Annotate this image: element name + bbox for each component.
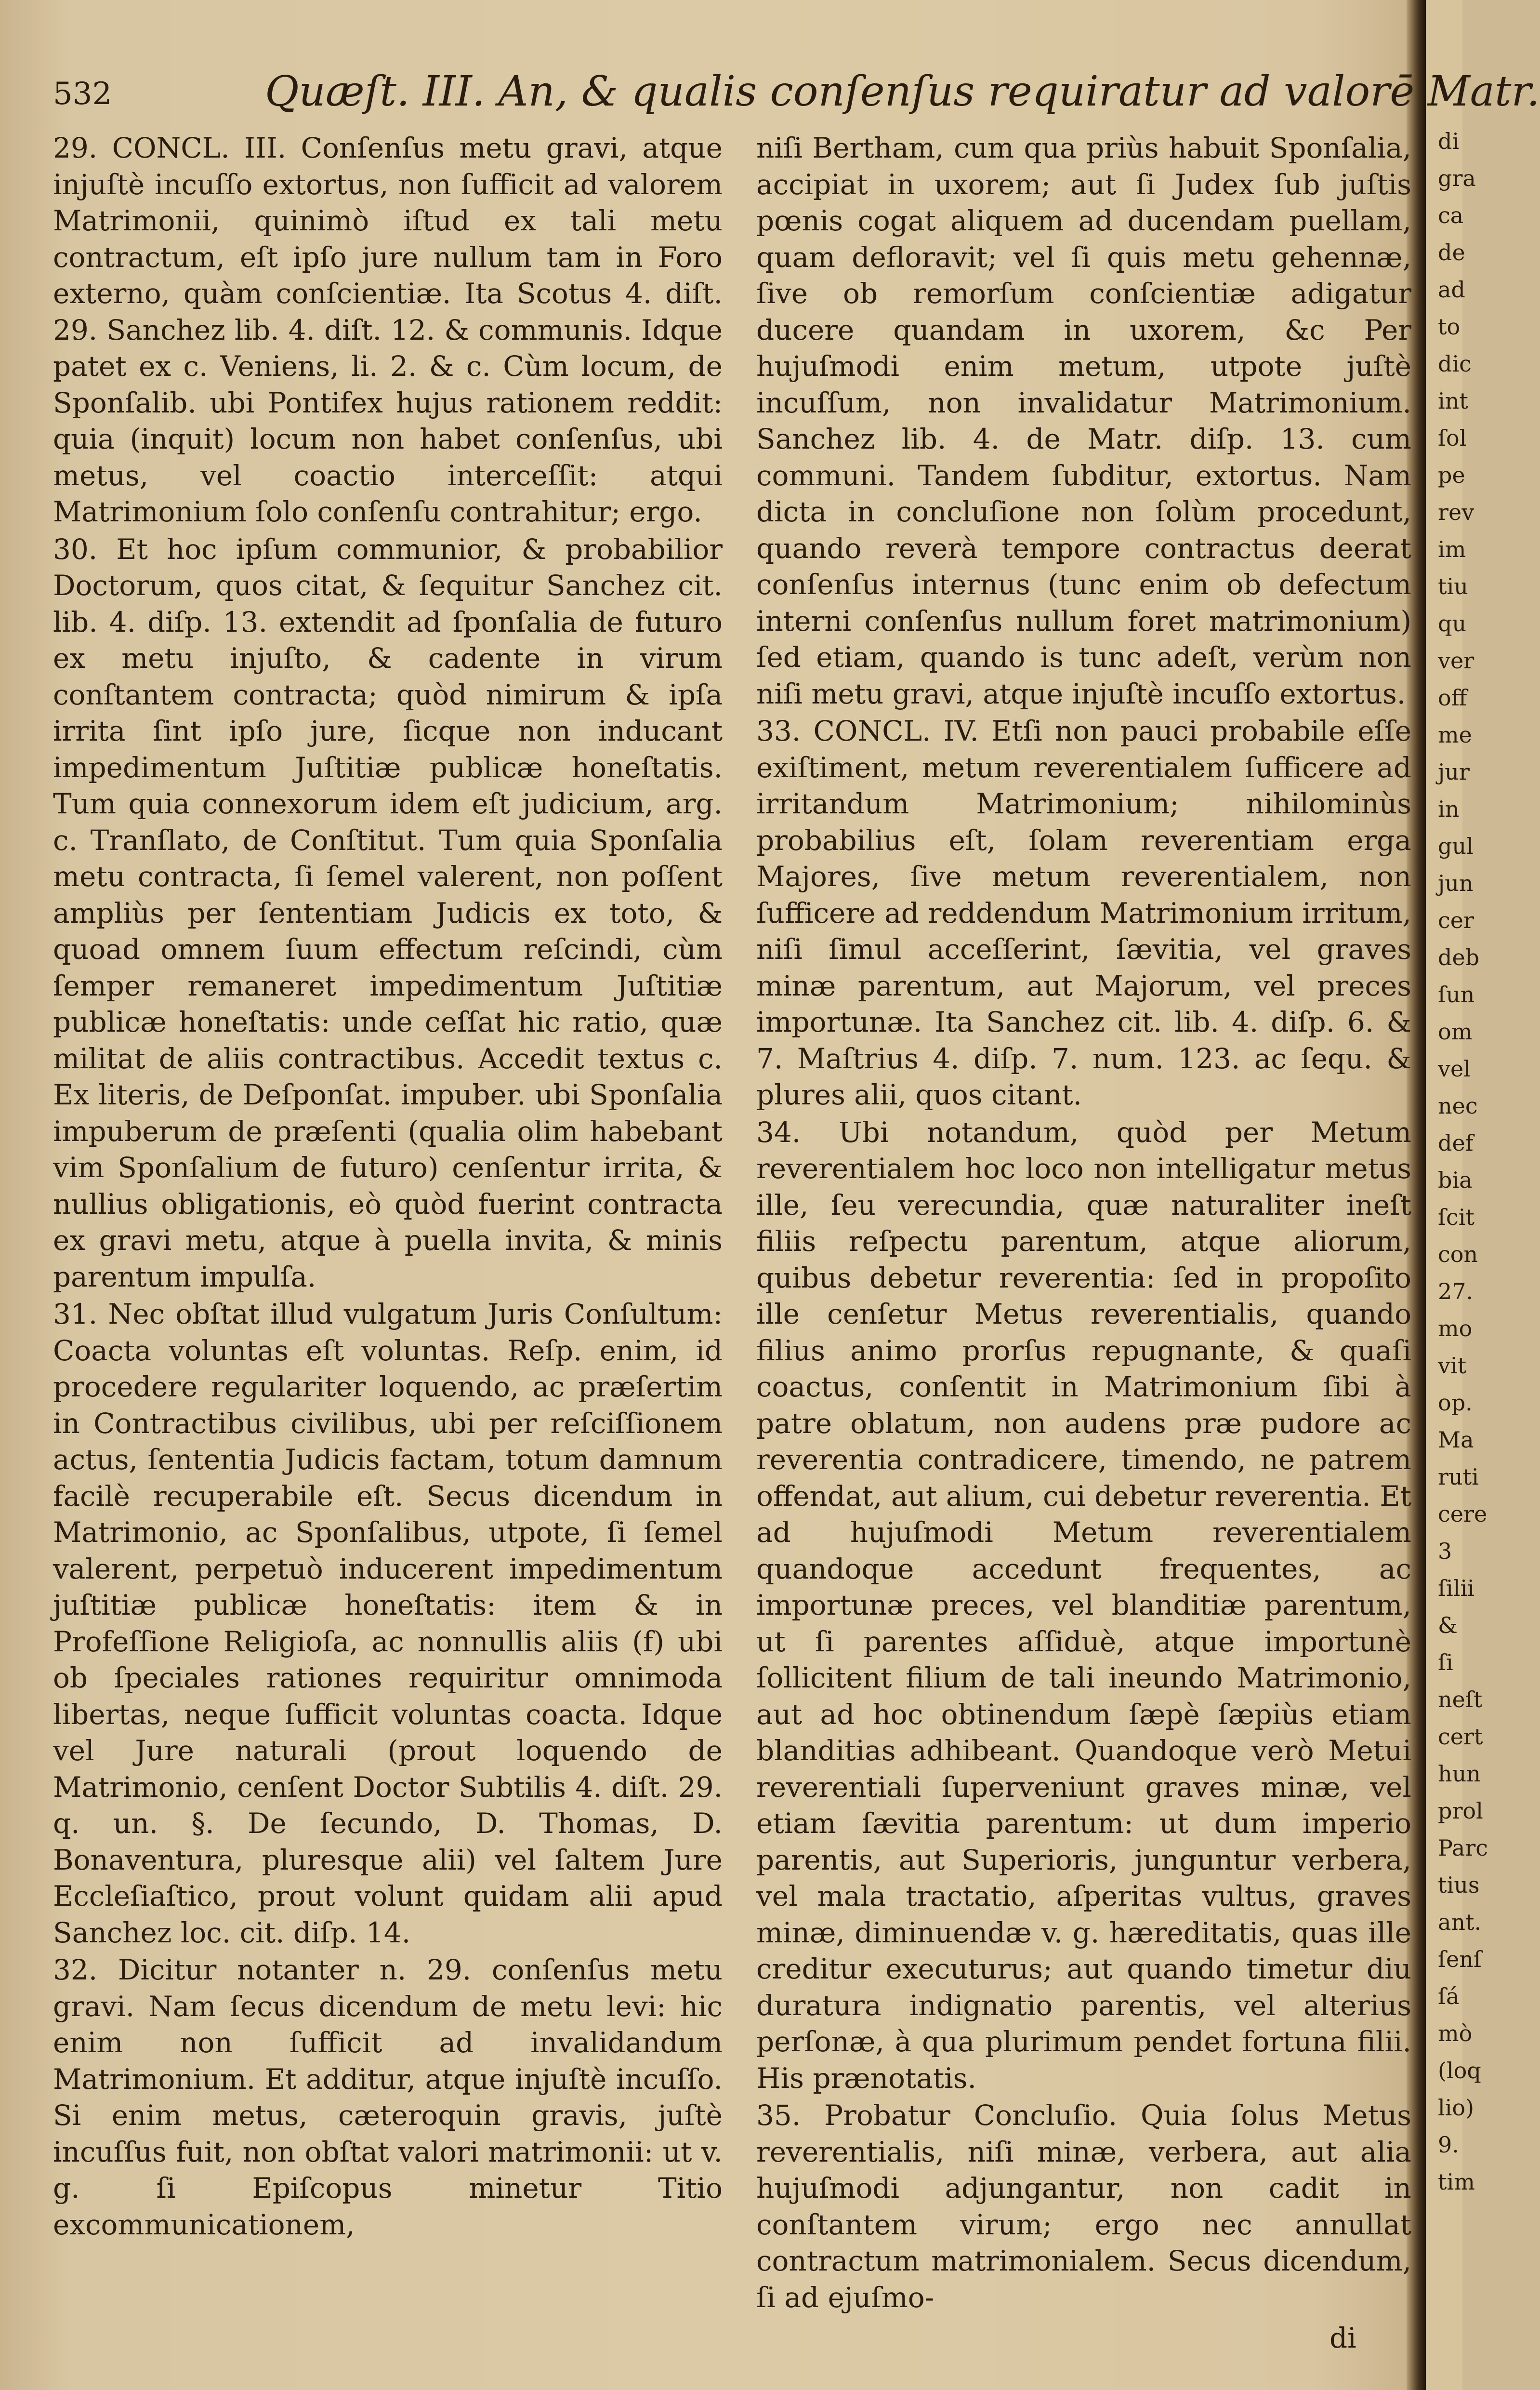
paragraph-33: 33. CONCL. IV. Etſi non pauci probabile eſſe exiſtiment, metum reverentialem ſufficere ad irritandum Matrimonium; nihilominùs probabilius eſt, ſolam reverentiam erga Majores, ſive metum reverentialem, non ſufficere ad reddendum Matrimonium irritum, niſi ſimul acceſſerint, ſævitia, vel graves minæ parentum, aut Majorum, vel preces importunæ. Ita Sanchez cit. lib. 4. diſp. 6. & 7. Maſtrius 4. diſp. 7. num. 123. ac ſequ. & plures alii, quos citant. [756, 715, 1411, 1111]
adjacent-page-fragment: off [1438, 685, 1467, 711]
adjacent-page-fragment: vel [1438, 1056, 1471, 1082]
adjacent-page-fragment: rev [1438, 499, 1474, 525]
adjacent-page-fragment: 3 [1438, 1538, 1452, 1564]
adjacent-page-fragment: cer [1438, 907, 1474, 933]
paragraph-32-continued: niſi Bertham, cum qua priùs habuit Sponſalia, accipiat in uxorem; aut ſi Judex ſub juſtis pœnis cogat aliquem ad ducendam puellam, quam defloravit; vel ſi quis metu gehennæ, ſive ob remorſum conſcientiæ adigatur ducere quandam in uxorem, &c Per hujuſmodi enim metum, utpote juſtè incuſſum, non invalidatur Matrimonium. Sanchez lib. 4. de Matr. diſp. 13. cum communi. Tandem ſubditur, extortus. Nam dicta in concluſione non ſolùm procedunt, quando reverà tempore contractus deerat conſenſus internus (tunc enim ob defectum interni conſenſus nullum foret matrimonium) ſed etiam, quando is tunc adeſt, verùm non niſi metu gravi, atque injuſtè incuſſo extortus. [756, 132, 1411, 710]
catchword: di [1329, 2322, 1356, 2354]
adjacent-page-fragment: to [1438, 314, 1461, 340]
right-column [756, 130, 1411, 2316]
adjacent-page-fragment: def [1438, 1130, 1474, 1156]
adjacent-page-fragment: hun [1438, 1761, 1481, 1787]
adjacent-page-fragment: Parc [1438, 1835, 1488, 1861]
adjacent-page-fragment: om [1438, 1019, 1473, 1045]
adjacent-page-fragment: (loq [1438, 2058, 1481, 2084]
adjacent-page-fragment: ſcit [1438, 1204, 1474, 1230]
adjacent-page-fragment: tim [1438, 2169, 1475, 2195]
adjacent-page-fragment: in [1438, 796, 1460, 822]
adjacent-page-fragment: di [1438, 128, 1460, 154]
adjacent-page-fragment: ad [1438, 277, 1465, 303]
adjacent-page-fragment: mò [1438, 2020, 1473, 2046]
adjacent-page-fragment: ver [1438, 648, 1474, 674]
adjacent-page-fragment: ant. [1438, 1909, 1482, 1935]
paragraph-34: 34. Ubi notandum, quòd per Metum reverentialem hoc loco non intelligatur metus ille, ſeu verecundia, quæ naturaliter ineſt filiis reſpectu parentum, atque aliorum, quibus debetur reverentia: ſed in propoſito ille cenſetur Metus reverentialis, quando filius animo prorſus repugnante, & quaſi coactus, conſentit in Matrimonium ſibi à patre oblatum, non audens præ pudore ac reverentia contradicere, timendo, ne patrem offendat, aut alium, cui debetur reverentia. Et ad hujuſmodi Metum reverentialem quandoque accedunt frequentes, ac importunæ preces, vel blanditiæ parentum, ut ſi parentes aſſiduè, atque importunè ſollicitent filium de tali ineundo Matrimonio, aut ad hoc obtinendum ſæpè ſæpiùs etiam blanditias adhibeant. Quandoque verò Metui reverentiali ſuperveniunt graves minæ, vel etiam ſævitia parentum: ut dum imperio parentis, aut Superioris, junguntur verbera, vel mala tractatio, aſperitas vultus, graves minæ, diminuendæ v. g. hæreditatis, quas ille creditur executurus; aut quando timetur diu duratura indignatio parentis, vel alterius perſonæ, à qua plurimum pendet fortuna filii. His prænotatis. [756, 1115, 1411, 2095]
adjacent-page-fragment: cert [1438, 1724, 1483, 1750]
adjacent-page-fragment: gul [1438, 833, 1474, 859]
adjacent-page-fragment: bia [1438, 1167, 1473, 1193]
adjacent-page-fragment: gra [1438, 165, 1476, 191]
adjacent-page-fragment: deb [1438, 944, 1480, 970]
paragraph-29: 29. CONCL. III. Conſenſus metu gravi, atque injuſtè incuſſo extortus, non ſufficit ad valorem Matrimonii, quinimò iſtud ex tali metu contractum, eſt ipſo jure nullum tam in Foro externo, quàm conſcientiæ. Ita Scotus 4. diſt. 29. Sanchez lib. 4. diſt. 12. & communis. Idque patet ex c. Veniens, li. 2. & c. Cùm locum, de Sponſalib. ubi Pontifex hujus rationem reddit: quia (inquit) locum non habet conſenſus, ubi metus, vel coactio interceſſit: atqui Matrimonium ſolo conſenſu contrahitur; ergo. [53, 132, 723, 528]
adjacent-page-fragment: ſenſ [1438, 1946, 1482, 1972]
adjacent-page-fragment: int [1438, 388, 1468, 414]
left-column [53, 130, 723, 2243]
adjacent-page-fragment: op. [1438, 1390, 1473, 1416]
paragraph-35: 35. Probatur Concluſio. Quia ſolus Metus reverentialis, niſi minæ, verbera, aut alia hujuſmodi adjungantur, non cadit in conſtantem virum; ergo nec annullat contractum matrimonialem. Secus dicendum, ſi ad ejuſmo- [756, 2099, 1411, 2314]
adjacent-page-fragment: ſilii [1438, 1575, 1474, 1601]
adjacent-page-fragment: & [1438, 1612, 1458, 1638]
adjacent-page-fragment: neſt [1438, 1686, 1483, 1713]
adjacent-page-fragment: con [1438, 1241, 1478, 1267]
adjacent-page-fragment: dic [1438, 351, 1472, 377]
adjacent-page-fragment: im [1438, 536, 1466, 562]
paragraph-30: 30. Et hoc ipſum communior, & probabilior Doctorum, quos citat, & ſequitur Sanchez cit. lib. 4. diſp. 13. extendit ad ſponſalia de futuro ex metu injuſto, & cadente in virum conſtantem contracta; quòd nimirum & ipſa irrita ſint ipſo jure, ſicque non inducant impedimentum Juſtitiæ publicæ honeſtatis. Tum quia connexorum idem eſt judicium, arg. c. Tranſlato, de Conſtitut. Tum quia Sponſalia metu contracta, ſi ſemel valerent, non poſſent ampliùs per ſententiam Judicis ex toto, & quoad omnem ſuum effectum reſcindi, cùm ſemper remaneret impedimentum Juſtitiæ publicæ honeſtatis: unde ceſſat hic ratio, quæ militat de aliis contractibus. Accedit textus c. Ex literis, de Deſponſat. impuber. ubi Sponſalia impuberum de præſenti (qualia olim habebant vim Sponſalium de futuro) cenſentur irrita, & nullius obligationis, eò quòd fuerint contracta ex gravi metu, atque à puella invita, & minis parentum impulſa. [53, 532, 723, 1293]
adjacent-page-fragment: qu [1438, 611, 1467, 637]
adjacent-page-fragment: mo [1438, 1315, 1473, 1341]
adjacent-page-fragment: ſi [1438, 1649, 1453, 1675]
adjacent-page-fragment: ſá [1438, 1983, 1460, 2009]
page-number: 532 [53, 76, 112, 112]
adjacent-page-fragment: nec [1438, 1093, 1478, 1119]
paragraph-32: 32. Dicitur notanter n. 29. conſenſus metu gravi. Nam ſecus dicendum de metu levi: hic enim non ſufficit ad invalidandum Matrimonium. Et additur, atque injuſtè incuſſo. Si enim metus, cæteroquin gravis, juſtè incuſſus fuit, non obſtat valori matrimonii: ut v. g. ſi Epiſcopus minetur Titio excommunicationem, [53, 1953, 723, 2241]
adjacent-page-fragment: cere [1438, 1501, 1487, 1527]
adjacent-page-fragment: ſun [1438, 982, 1475, 1008]
adjacent-page-fragment: prol [1438, 1798, 1483, 1824]
page-header [53, 67, 1540, 135]
adjacent-page-fragment: ſol [1438, 425, 1467, 451]
adjacent-page-fragment: me [1438, 722, 1472, 748]
adjacent-page-fragment: ca [1438, 202, 1464, 228]
adjacent-page-fragment: jun [1438, 870, 1474, 896]
paragraph-31: 31. Nec obſtat illud vulgatum Juris Conſultum: Coacta voluntas eſt voluntas. Reſp. enim, id procedere regulariter loquendo, ac præſertim in Contractibus civilibus, ubi per reſciſſionem actus, ſententia Judicis factam, totum damnum facilè recuperabile eſt. Secus dicendum in Matrimonio, ac Sponſalibus, utpote, ſi ſemel valerent, perpetuò inducerent impedimentum juſtitiæ publicæ honeſtatis: item & in Profeſſione Religioſa, ac nonnullis aliis (f) ubi ob ſpeciales rationes requiritur omnimoda libertas, neque ſufficit voluntas coacta. Idque vel Jure naturali (prout loquendo de Matrimonio, cenſent Doctor Subtilis 4. diſt. 29. q. un. §. De ſecundo, D. Thomas, D. Bonaventura, pluresque alii) vel ſaltem Jure Eccleſiaſtico, prout volunt quidam alii apud Sanchez loc. cit. diſp. 14. [53, 1298, 723, 1949]
running-head: Quæſt. III. An, & qualis conſenſus requiratur ad valorē Matr. [265, 67, 1540, 116]
adjacent-page-fragment: vit [1438, 1353, 1467, 1379]
adjacent-page-fragment: de [1438, 239, 1465, 266]
adjacent-page-fragment: Ma [1438, 1427, 1474, 1453]
adjacent-page-fragment: tius [1438, 1872, 1480, 1898]
adjacent-page-fragment: tiu [1438, 573, 1468, 599]
adjacent-page-fragment: 27. [1438, 1278, 1474, 1304]
adjacent-page-fragment: 9. [1438, 2132, 1459, 2158]
adjacent-page-fragment: jur [1438, 759, 1470, 785]
adjacent-page-fragment: ruti [1438, 1464, 1479, 1490]
adjacent-page-fragment: lio) [1438, 2095, 1474, 2121]
adjacent-page-fragment: pe [1438, 462, 1465, 488]
